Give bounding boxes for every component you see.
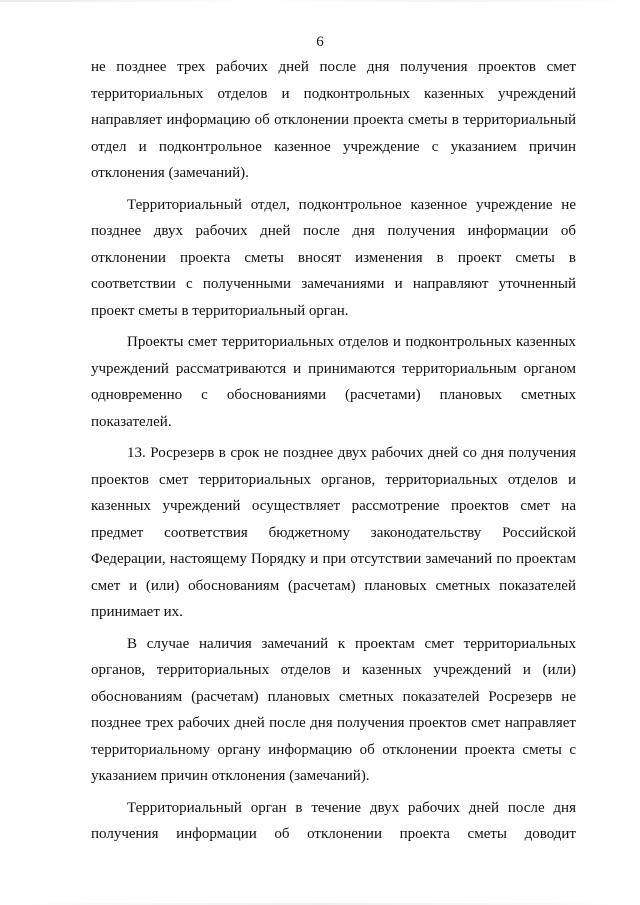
paragraph-1: не позднее трех рабочих дней после дня получения проектов смет территориальных отделов и подконтрольных казенных учреждений направляет информацию об отклонении проекта сметы в территориальный отдел и подконтрольное казенное учреждение с указанием причин отклонения (замечаний). [91,59,576,181]
page-number: 6 [316,34,324,50]
paragraph-5: В случае наличия замечаний к проектам смет территориальных органов, территориальных отделов и казенных учреждений и (или) обоснованиям (расчетам) плановых сметных показателей Росрезерв не позднее трех рабочих дней после дня получения проектов смет направляет территориальному органу информацию об отклонении проекта сметы с указанием причин отклонения (замечаний). [91,635,576,784]
paragraph-6: Территориальный орган в течение двух рабочих дней после дня получения информации об отклонении проекта сметы доводит [91,799,576,842]
document-body [91,54,576,853]
scan-edge-top [0,0,640,2]
paragraph-4: 13. Росрезерв в срок не позднее двух рабочих дней со дня получения проектов смет территориальных органов, территориальных отделов и казенных учреждений осуществляет рассмотрение проектов смет на предмет соответствия бюджетному законодательству Российской Федерации, настоящему Порядку и при отсутствии замечаний по проектам смет и (или) обоснованиям (расчетам) плановых сметных показателей принимает их. [91,445,576,620]
paragraph-3: Проекты смет территориальных отделов и подконтрольных казенных учреждений рассматриваются и принимаются территориальным органом одновременно с обоснованиями (расчетами) плановых сметных показателей. [91,334,576,430]
paragraph-2: Территориальный отдел, подконтрольное казенное учреждение не позднее двух рабочих дней после дня получения информации об отклонении проекта сметы вносят изменения в проект сметы в соответствии с полученными замечаниями и направляют уточненный проект сметы в территориальный орган. [91,196,576,319]
